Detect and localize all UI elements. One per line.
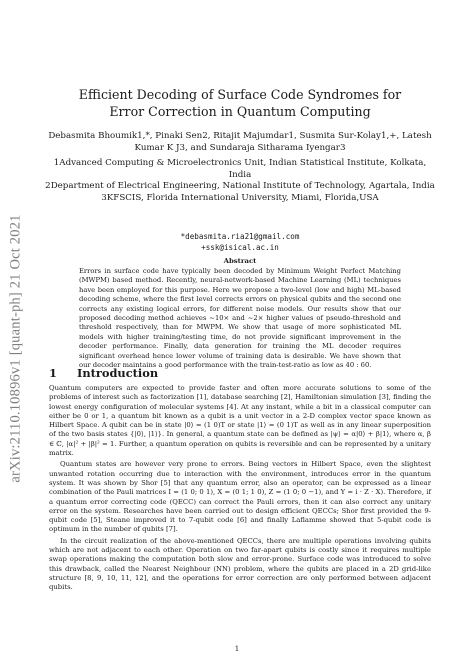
section-number: 1 — [49, 366, 57, 380]
affiliation-1: 1Advanced Computing & Microelectronics Unit, Indian Statistical Institute, Kolkata, India — [53, 158, 427, 180]
abstract-text: Errors in surface code have typically been decoded by Minimum Weight Perfect Matching (MWPM) based method. Recently, neural-network-based Machine Learning (ML) techniques have been employed for this purpose. Here we propose a two-level (low and high) ML-based decoding scheme, where the first level corrects errors on physical qubits and the second one corrects any existing logical errors, for different noise models. Our results show that our proposed decoding method achieves ~10× and ~2× higher values of pseudo-threshold and threshold respectively, than for MWPM. We show that usage of more sophisticated ML models with higher training/testing time, do not provide significant improvement in the decoder performance. Finally, data generation for training the ML decoder requires significant overhead hence lower volume of training data is desirable. We have shown that our decoder maintains a good performance with the train-test-ratio as low as 40 : 60. — [79, 267, 401, 370]
section-title: Introduction — [77, 366, 159, 380]
abstract-heading: Abstract — [223, 257, 257, 265]
body-paragraph: Quantum states are however very prone to errors. Being vectors in Hilbert Space, even the slightest unwanted rotation occurring due to interaction with the environment, introduces error in the quantum system. It was shown by Shor [5] that any quantum error, also an operator, can be expressed as a linear combination of the Pauli matrices I = (1 0; 0 1), X = (0 1; 1 0), Z = (1 0; 0 −1), and Y = i · Z · X). Therefore, if a quantum error correcting code (QECC) can correct the Pauli errors, then it can also correct any unitary error on the system. Researches have been carried out to design efficient QECCs; Shor first provided the 9-qubit code [5], Steane improved it to 7-qubit code [6] and finally Laflamme showed that 5-qubit code is optimum in the number of qubits [7]. — [49, 460, 431, 534]
affiliation-2: 2Department of Electrical Engineering, National Institute of Technology, Agartala, India — [45, 181, 435, 191]
section-body — [49, 384, 431, 595]
email-1[interactable]: *debasmita.ria21@gmail.com — [180, 232, 300, 241]
section-heading — [49, 366, 158, 380]
arxiv-identifier-stamp — [2, 168, 30, 528]
author-list: Debasmita Bhoumik1,*, Pinaki Sen2, Ritajit Majumdar1, Susmita Sur-Kolay1,+, Latesh Kumar K J3, and Sundaraja Sitharama Iyengar3 — [48, 131, 432, 153]
paper-title: Efficient Decoding of Surface Code Syndromes for Error Correction in Quantum Computing — [78, 87, 402, 119]
page-number: 1 — [234, 645, 240, 653]
email-2[interactable]: +ssk@isical.ac.in — [201, 242, 279, 252]
affiliation-3: 3KFSCIS, Florida International University, Miami, Florida,USA — [101, 192, 379, 203]
body-paragraph: Quantum computers are expected to provide faster and often more accurate solutions to some of the problems of interest such as factorization [1], database searching [2], Hamiltonian simulation [3], finding the lowest energy configuration of molecular systems [4]. At any instant, while a bit in a classical computer can either be 0 or 1, a quantum bit known as a qubit is a unit vector in a 2-D complex vector space known as Hilbert Space. A qubit can be in state |0⟩ = (1 0)T or state |1⟩ = (0 1)T as well as in any linear superposition of the two basis states {|0⟩, |1⟩}. In general, a quantum state can be defined as |ψ⟩ = α|0⟩ + β|1⟩, where α, β ∈ ℂ, |α|² + |β|² = 1. Further, a quantum operation on qubits is reversible and can be represented by a unitary matrix. — [49, 384, 431, 458]
email-list — [44, 232, 436, 253]
affiliation-list — [44, 158, 436, 204]
body-paragraph: In the circuit realization of the above-mentioned QECCs, there are multiple operations involving qubits which are not adjacent to each other. Operation on two far-apart qubits is costly since it requires multiple swap operations making the computation both slow and error-prone. Surface code was introduced to solve this drawback, called the Nearest Neighbour (NN) problem, where the qubits are placed in a 2D grid-like structure [8, 9, 10, 11, 12], and the operations for error correction are only performed between adjacent qubits. — [49, 536, 431, 592]
arxiv-identifier-text: arXiv:2110.10896v1 [quant-ph] 21 Oct 2021 — [7, 213, 24, 483]
